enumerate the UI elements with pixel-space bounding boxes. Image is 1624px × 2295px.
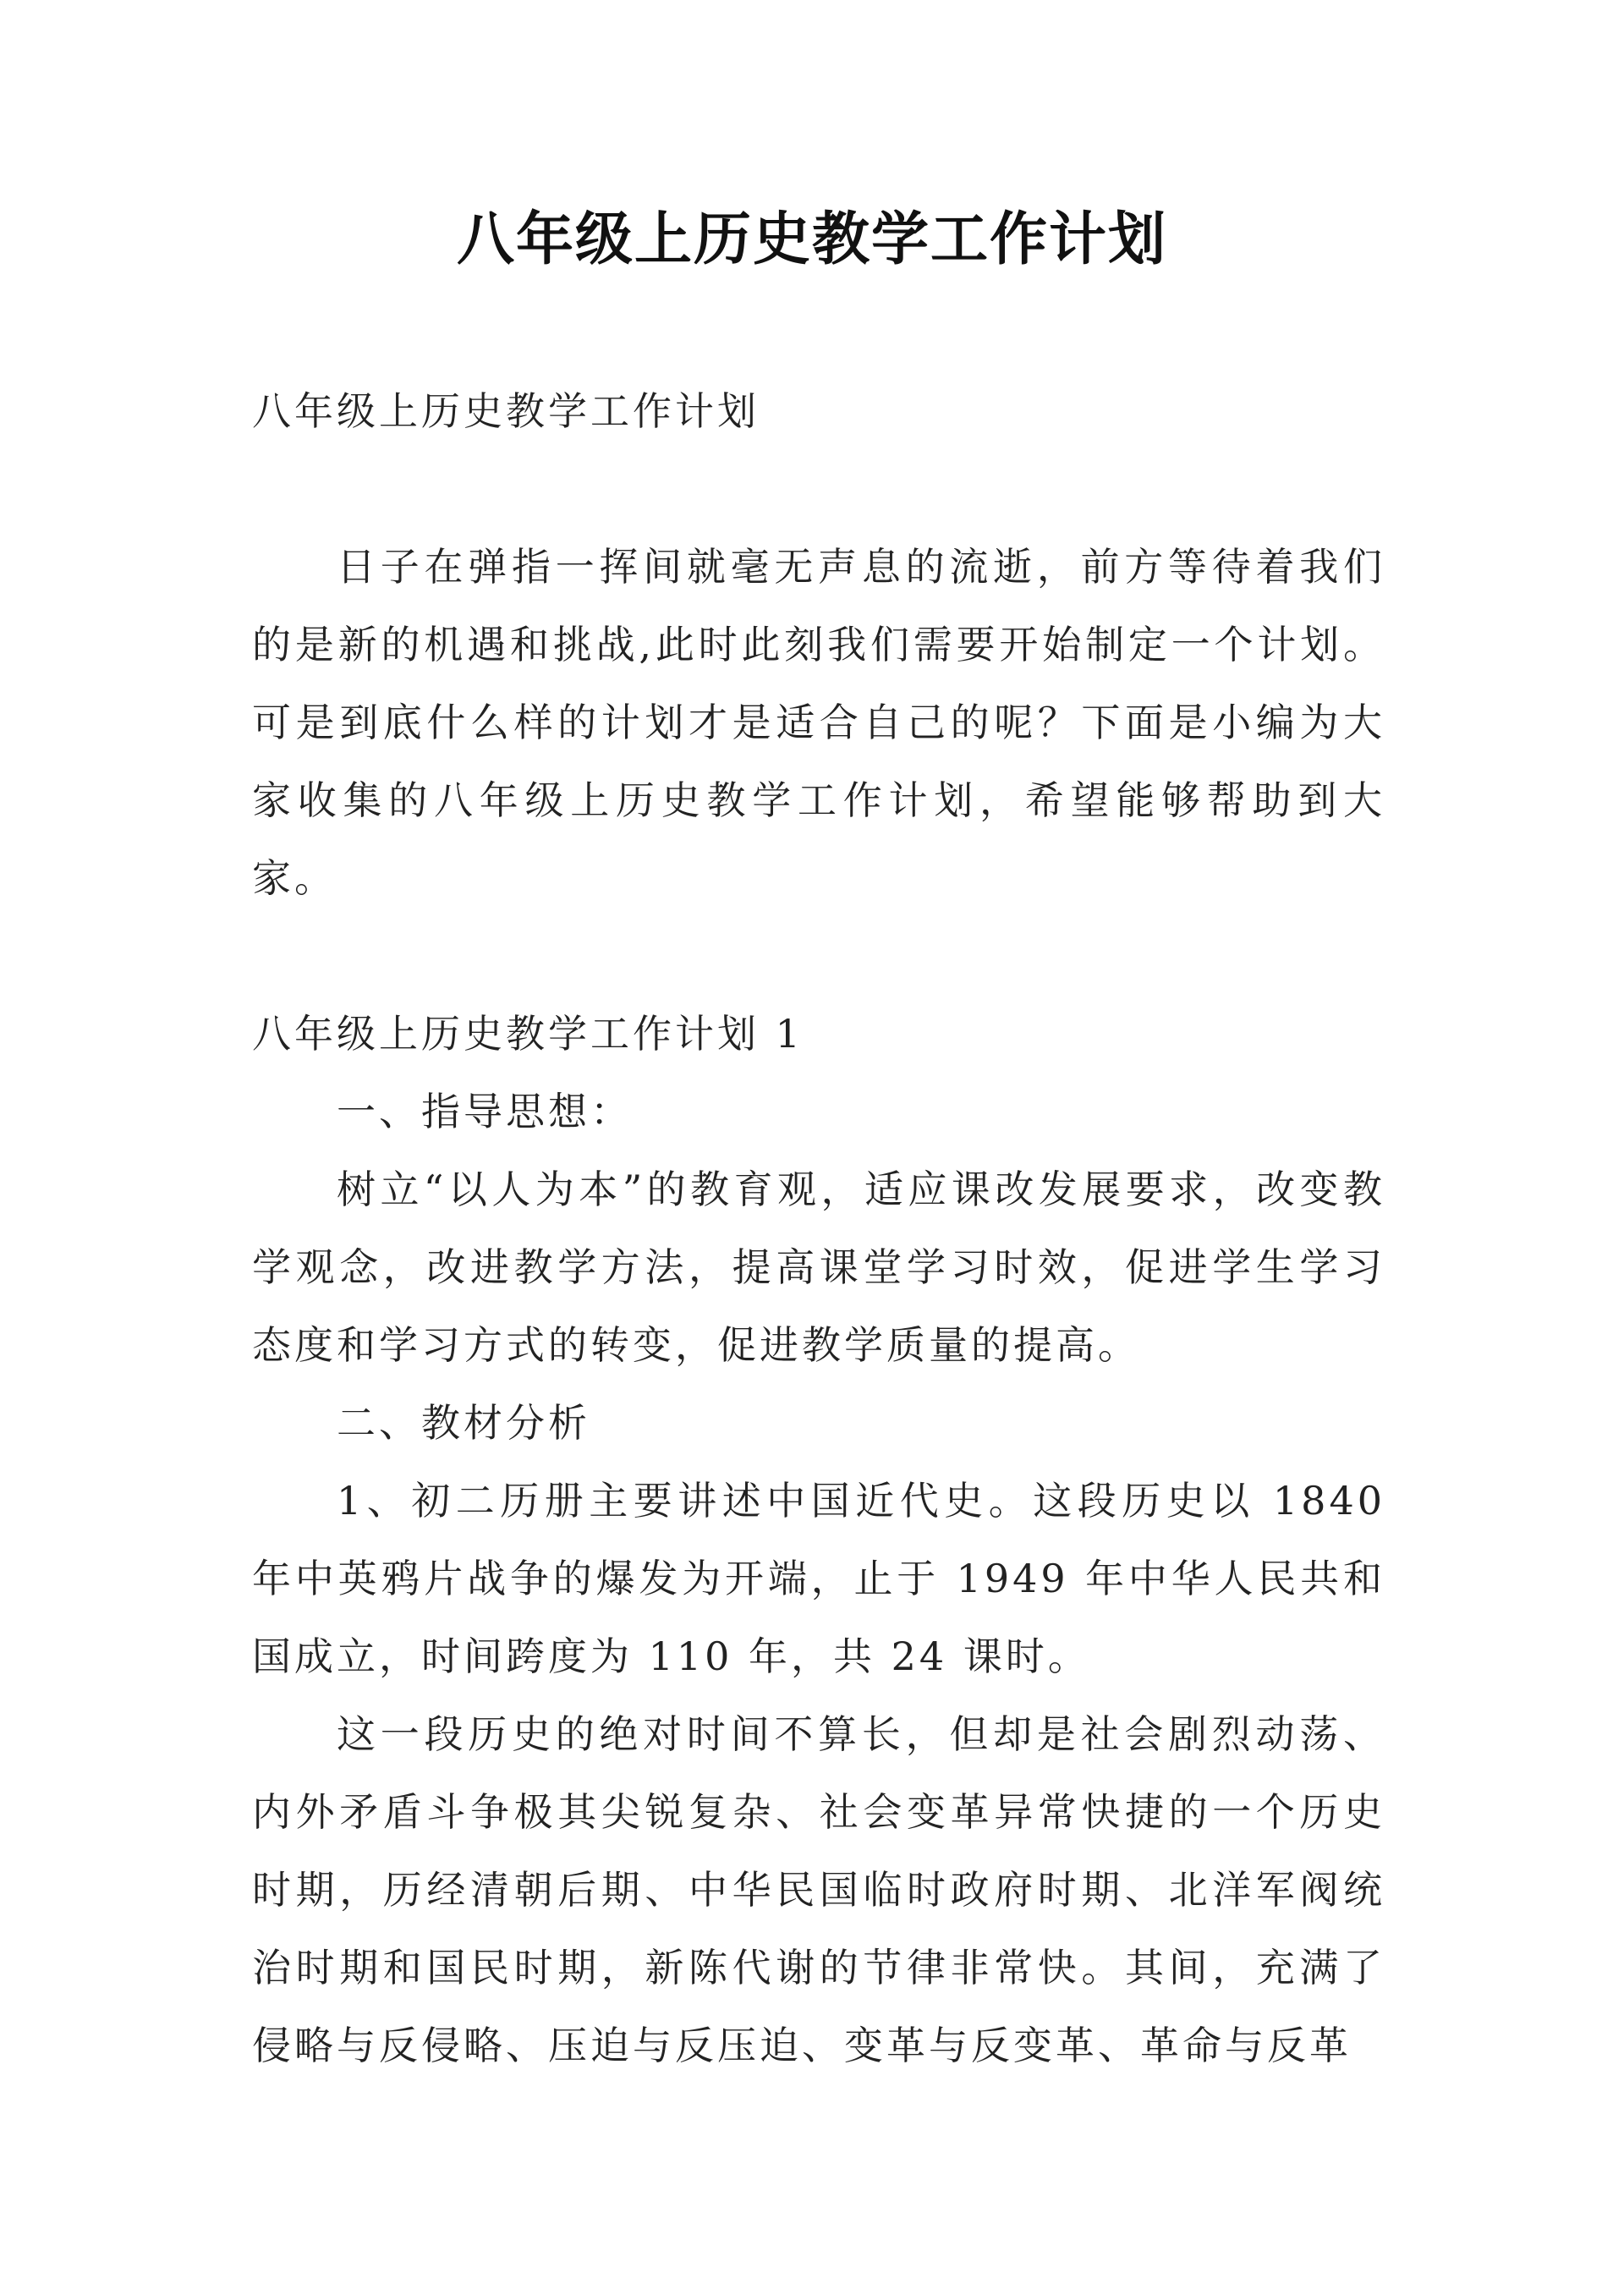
paragraph-guiding-ideology: 树立“以人为本”的教育观，适应课改发展要求，改变教学观念，改进教学方法，提高课堂学习时效，促进学生学习态度和学习方式的转变，促进教学质量的提高。 bbox=[252, 1167, 1385, 1368]
paragraph-historical-period: 这一段历史的绝对时间不算长，但却是社会剧烈动荡、内外矛盾斗争极其尖锐复杂、社会变革异常快捷的一个历史时期，历经清朝后期、中华民国临时政府时期、北洋军阀统治时期和国民时期，新陈代谢的节律非常快。其间，充满了侵略与反侵略、压迫与反压迫、变革与反变革、革命与反革 bbox=[252, 1711, 1385, 2068]
intro-paragraph: 日子在弹指一挥间就毫无声息的流逝，前方等待着我们的是新的机遇和挑战,此时此刻我们需要开始制定一个计划。可是到底什么样的计划才是适合自己的呢？下面是小编为大家收集的八年级上历史教学工作计划，希望能够帮助到大家。 bbox=[252, 544, 1385, 901]
document-subtitle: 八年级上历史教学工作计划 bbox=[252, 388, 760, 434]
paragraph-textbook-overview: 1、初二历册主要讲述中国近代史。这段历史以 1840 年中英鸦片战争的爆发为开端，止于 1949 年中华人民共和国成立，时间跨度为 110 年，共 24 课时。 bbox=[252, 1478, 1385, 1679]
document-body bbox=[252, 372, 1385, 2084]
section-heading: 八年级上历史教学工作计划 1 bbox=[252, 1011, 804, 1057]
document-title: 八年级上历史教学工作计划 bbox=[456, 206, 1167, 273]
heading-textbook-analysis: 二、教材分析 bbox=[337, 1400, 590, 1446]
heading-guiding-ideology: 一、指导思想： bbox=[337, 1089, 633, 1134]
